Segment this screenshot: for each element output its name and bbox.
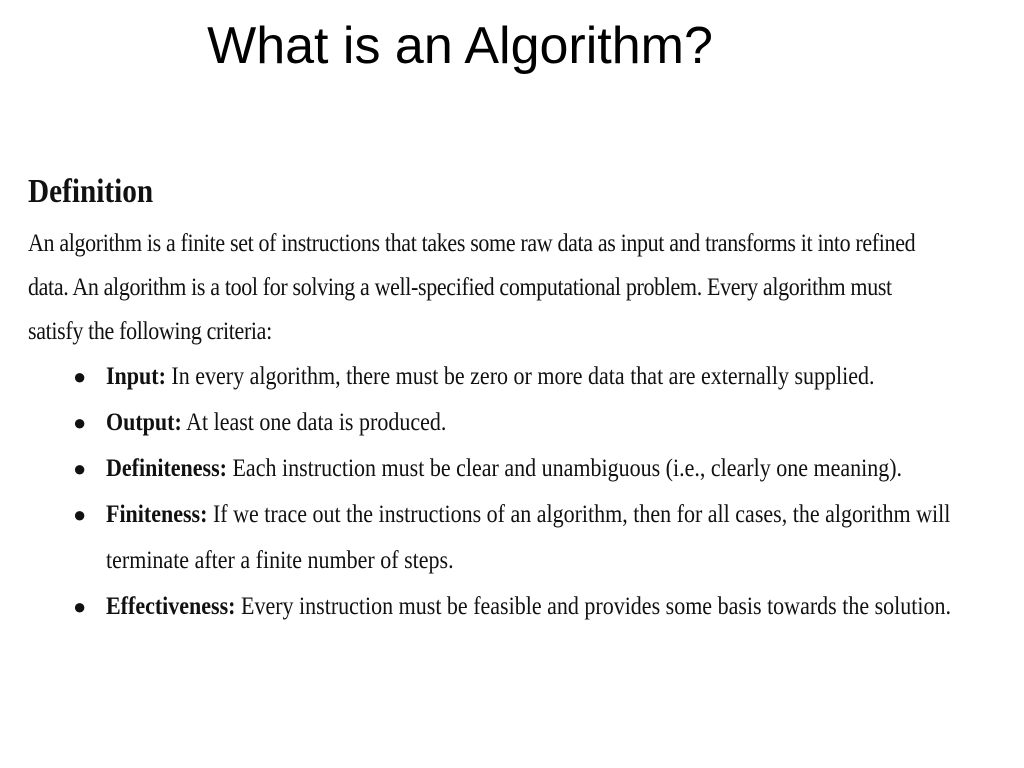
slide-title: What is an Algorithm?	[207, 17, 713, 75]
criterion-term: Effectiveness:	[106, 593, 236, 620]
definition-block	[28, 170, 958, 630]
criteria-list	[28, 354, 958, 630]
criterion-text: In every algorithm, there must be zero or more data that are externally supplied.	[171, 363, 875, 390]
bullet-icon: ●	[73, 364, 87, 389]
criterion-effectiveness	[28, 584, 958, 630]
criterion-term: Input:	[106, 363, 166, 390]
criterion-text: If we trace out the instructions of an algorithm, then for all cases, the algorithm will	[212, 501, 951, 528]
criterion-term: Output:	[106, 409, 182, 436]
criterion-output	[28, 400, 958, 446]
intro-line: data. An algorithm is a tool for solving a well-specified computational problem. Every algorithm must	[28, 274, 892, 301]
criterion-line	[106, 492, 951, 538]
criterion-text: Each instruction must be clear and unambiguous (i.e., clearly one meaning).	[232, 455, 903, 482]
definition-heading: Definition	[28, 173, 154, 210]
intro-line: An algorithm is a finite set of instructions that takes some raw data as input and transforms it into refined	[28, 230, 916, 257]
criterion-line-continued: terminate after a finite number of steps.	[106, 547, 454, 574]
criterion-term: Finiteness:	[106, 501, 208, 528]
criterion-definiteness	[28, 446, 958, 492]
intro-line: satisfy the following criteria:	[28, 318, 272, 345]
criterion-term: Definiteness:	[106, 455, 227, 482]
bullet-icon: ●	[73, 594, 87, 619]
bullet-icon: ●	[73, 410, 87, 435]
criterion-finiteness	[28, 492, 958, 584]
criterion-input	[28, 354, 958, 400]
criterion-line	[106, 400, 856, 446]
criterion-line	[106, 584, 952, 630]
criterion-line	[106, 354, 875, 400]
bullet-icon: ●	[73, 456, 87, 481]
definition-intro	[28, 222, 958, 354]
criterion-line	[106, 446, 903, 492]
criterion-text: Every instruction must be feasible and provides some basis towards the solution.	[241, 593, 952, 620]
bullet-icon: ●	[73, 502, 87, 527]
criterion-text: At least one data is produced.	[186, 409, 447, 436]
